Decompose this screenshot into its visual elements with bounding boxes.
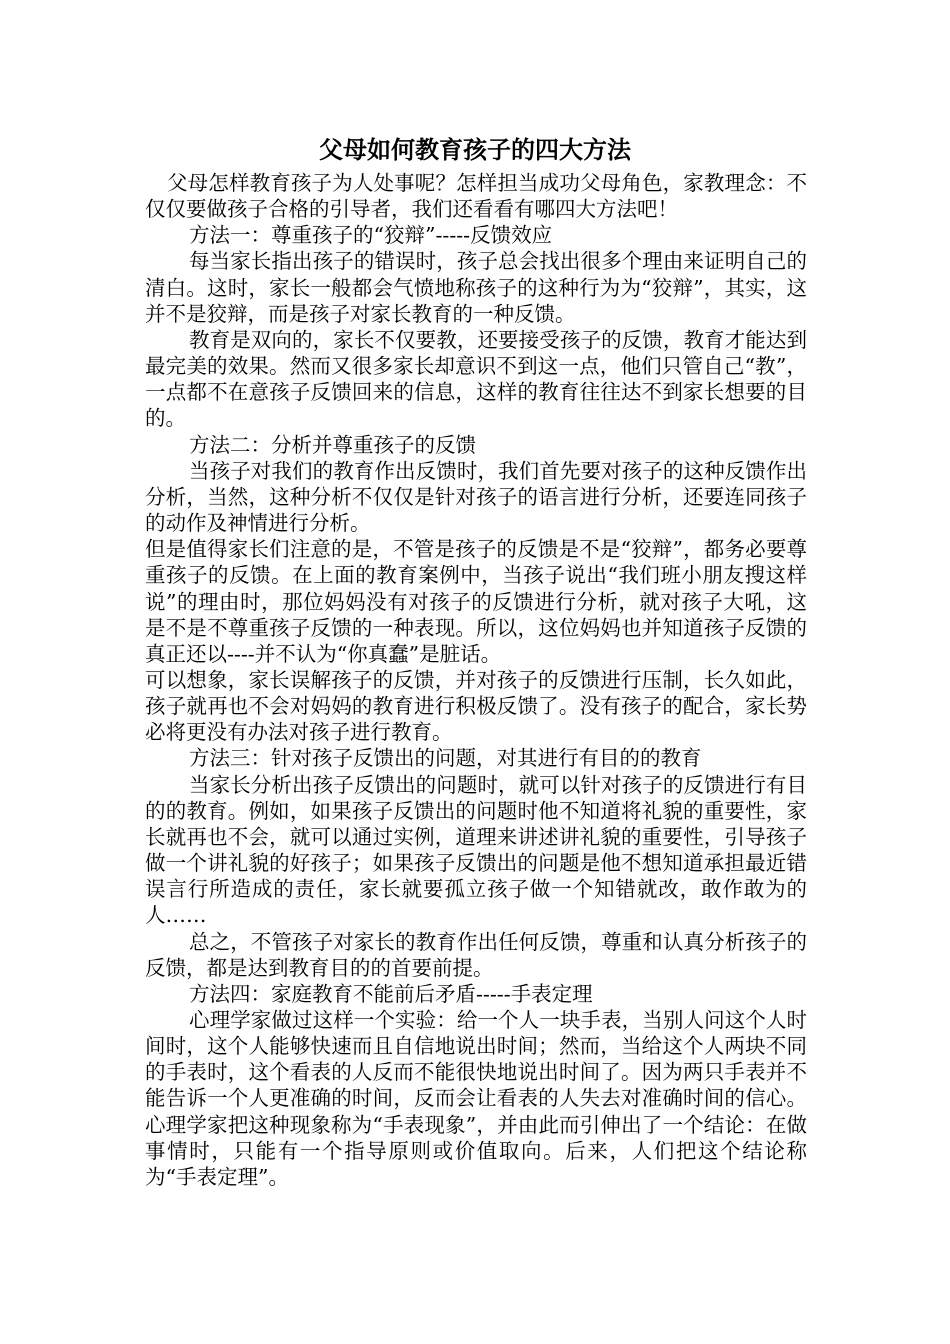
section-heading-method-3: 方法三：针对孩子反馈出的问题，对其进行有目的的教育 bbox=[189, 746, 702, 771]
body-paragraph: 当孩子对我们的教育作出反馈时，我们首先要对孩子的这种反馈作出分析，当然，这种分析不仅仅是针对孩子的语言进行分析，还要连同孩子的动作及神情进行分析。 bbox=[145, 458, 807, 536]
body-paragraph: 每当家长指出孩子的错误时，孩子总会找出很多个理由来证明自己的清白。这时，家长一般都会气愤地称孩子的这种行为为“狡辩”，其实，这并不是狡辩，而是孩子对家长教育的一种反馈。 bbox=[145, 249, 807, 326]
document-title: 父母如何教育孩子的四大方法 bbox=[319, 135, 631, 164]
section-heading-method-4: 方法四：家庭教育不能前后矛盾-----手表定理 bbox=[189, 981, 593, 1006]
body-paragraph: 当家长分析出孩子反馈出的问题时，就可以针对孩子的反馈进行有目的的教育。例如，如果孩子反馈出的问题时他不知道将礼貌的重要性，家长就再也不会，就可以通过实例，道理来讲述讲礼貌的重要性，引导孩子做一个讲礼貌的好孩子；如果孩子反馈出的问题是他不想知道承担最近错误言行所造成的责任，家长就要孤立孩子做一个知错就改，敢作敢为的人…… bbox=[145, 772, 807, 928]
body-paragraph: 总之，不管孩子对家长的教育作出任何反馈，尊重和认真分析孩子的反馈，都是达到教育目的的首要前提。 bbox=[145, 929, 807, 980]
section-heading-method-2: 方法二：分析并尊重孩子的反馈 bbox=[189, 432, 476, 457]
body-paragraph: 教育是双向的，家长不仅要教，还要接受孩子的反馈，教育才能达到最完美的效果。然而又很多家长却意识不到这一点，他们只管自己“教”，一点都不在意孩子反馈回来的信息，这样的教育往往达不到家长想要的目的。 bbox=[145, 327, 807, 431]
body-paragraph: 可以想象，家长误解孩子的反馈，并对孩子的反馈进行压制，长久如此，孩子就再也不会对妈妈的教育进行积极反馈了。没有孩子的配合，家长势必将更没有办法对孩子进行教育。 bbox=[145, 667, 807, 745]
intro-paragraph: 父母怎样教育孩子为人处事呢？怎样担当成功父母角色，家教理念：不仅仅要做孩子合格的引导者，我们还看看有哪四大方法吧！ bbox=[145, 171, 807, 222]
body-paragraph: 心理学家做过这样一个实验：给一个人一块手表，当别人问这个人时间时，这个人能够快速而且自信地说出时间；然而，当给这个人两块不同的手表时，这个看表的人反而不能很快地说出时间了。因为两只手表并不能告诉一个人更准确的时间，反而会让看表的人失去对准确时间的信心。心理学家把这种现象称为“手表现象”，并由此而引伸出了一个结论：在做事情时，只能有一个指导原则或价值取向。后来，人们把这个结论称为“手表定理”。 bbox=[145, 1008, 807, 1189]
section-heading-method-1: 方法一：尊重孩子的“狡辩”-----反馈效应 bbox=[189, 223, 553, 248]
body-paragraph: 但是值得家长们注意的是，不管是孩子的反馈是不是“狡辩”，都务必要尊重孩子的反馈。在上面的教育案例中，当孩子说出“我们班小朋友搜这样说”的理由时，那位妈妈没有对孩子的反馈进行分析，就对孩子大吼，这是不是不尊重孩子反馈的一种表现。所以，这位妈妈也并知道孩子反馈的真正还以----并不认为“你真蠢”是脏话。 bbox=[145, 537, 807, 666]
document-body bbox=[145, 170, 807, 1190]
